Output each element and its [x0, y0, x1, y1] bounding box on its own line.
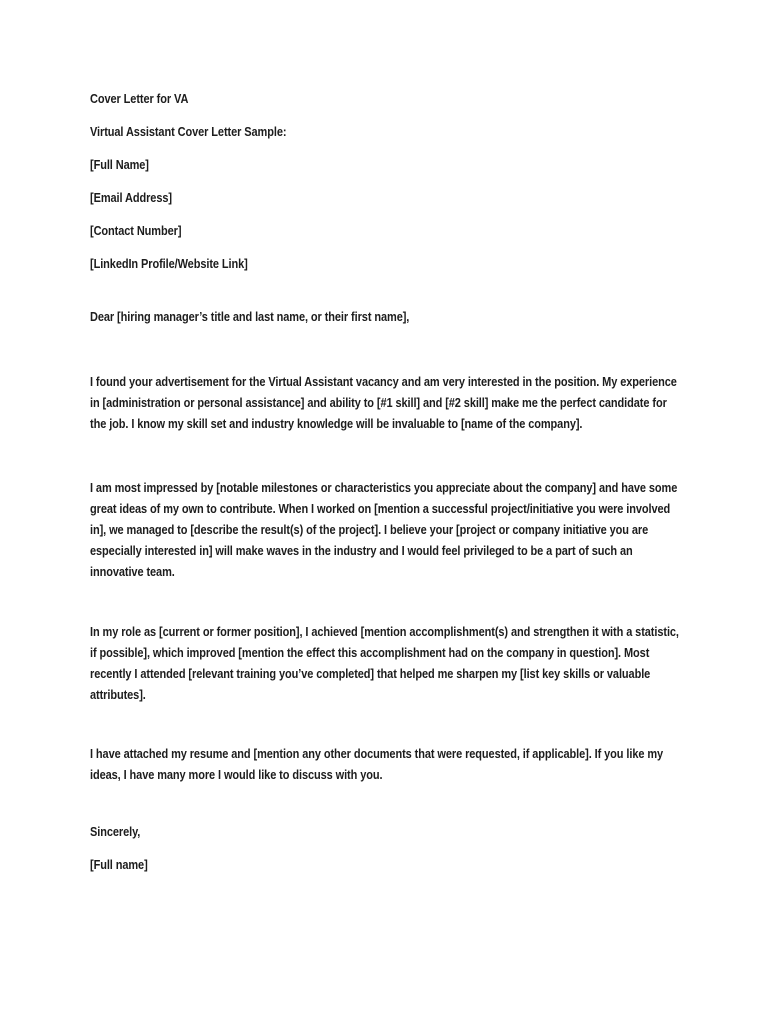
closing: Sincerely,	[90, 824, 141, 839]
salutation: Dear [hiring manager’s title and last name, or their first name],	[90, 309, 410, 324]
placeholder-contact-number: [Contact Number]	[90, 223, 182, 238]
body-paragraph-1: I found your advertisement for the Virtual Assistant vacancy and am very interested in the position. My experience in [administration or personal assistance] and ability to [#1 skill] and [#2 skill] make me the perfect candidate for the job. I know my skill set and industry knowledge will be invaluable to [name of the company].	[90, 374, 677, 431]
body-paragraph-4: I have attached my resume and [mention any other documents that were requested, if applicable]. If you like my ideas, I have many more I would like to discuss with you.	[90, 746, 664, 782]
doc-subtitle: Virtual Assistant Cover Letter Sample:	[90, 124, 287, 139]
doc-title: Cover Letter for VA	[90, 91, 189, 106]
body-paragraph-3: In my role as [current or former position], I achieved [mention accomplishment(s) and strengthen it with a statistic, if possible], which improved [mention the effect this accomplishment had on the company in question]. Most recently I attended [relevant training you’ve completed] that helped me sharpen my [list key skills or valuable attributes].	[90, 624, 679, 702]
body-paragraph-2: I am most impressed by [notable milestones or characteristics you appreciate about the company] and have some great ideas of my own to contribute. When I worked on [mention a successful project/initiative you were involved in], we managed to [describe the result(s) of the project]. I believe your [project or company initiative you are especially interested in] will make waves in the industry and I would feel privileged to be a part of such an innovative team.	[90, 480, 678, 579]
letter-body	[90, 88, 682, 875]
placeholder-full-name: [Full Name]	[90, 157, 149, 172]
signature-placeholder: [Full name]	[90, 857, 148, 872]
placeholder-email-address: [Email Address]	[90, 190, 172, 205]
placeholder-linkedin-link: [LinkedIn Profile/Website Link]	[90, 256, 248, 271]
